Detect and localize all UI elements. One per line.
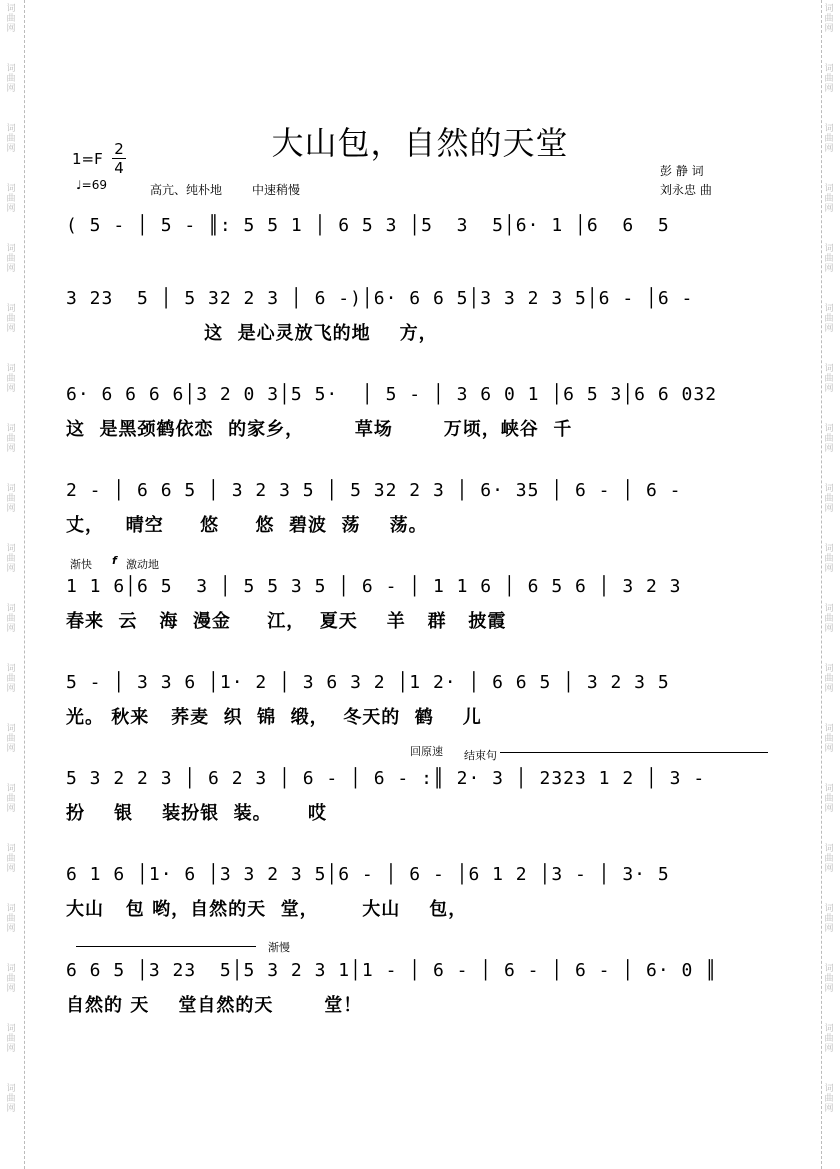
watermark-text: 词 曲 网 <box>6 244 16 274</box>
score-row-8 <box>66 861 770 921</box>
mark-coda: 结束句 <box>464 749 497 762</box>
notes: 6 6 5 │3 23 5│5 3 2 3 1│1 - │ 6 - │ 6 - │ 6 - │ 6· 0 ║ <box>66 960 718 981</box>
watermark-text: 词 曲 网 <box>6 184 16 214</box>
watermark-text: 词 曲 网 <box>824 544 834 574</box>
score-row-1 <box>66 212 770 272</box>
notes: 2 - │ 6 6 5 │ 3 2 3 5 │ 5 32 2 3 │ 6· 35 │ 6 - │ 6 - <box>66 480 682 501</box>
watermark-text: 词 曲 网 <box>6 124 16 154</box>
watermark-text: 词 曲 网 <box>6 4 16 34</box>
mark-forte: f <box>112 554 117 567</box>
expression-1: 高亢、纯朴地 <box>150 183 223 197</box>
mark-a-tempo: 回原速 <box>410 745 443 758</box>
watermark-text: 词 曲 网 <box>6 604 16 634</box>
watermark-text: 词 曲 网 <box>6 544 16 574</box>
notes: 6 1 6 │1· 6 │3 3 2 3 5│6 - │ 6 - │6 1 2 │3 - │ 3· 5 <box>66 864 670 885</box>
watermark-text: 词 曲 网 <box>824 484 834 514</box>
score-row-9 <box>66 957 770 1017</box>
mark-accel: 渐快 <box>70 558 92 571</box>
score-row-4 <box>66 477 770 537</box>
watermark-text: 词 曲 网 <box>824 604 834 634</box>
lyric: 扮 银 装扮银 装。 哎 <box>66 803 327 824</box>
key-signature: 1=F <box>72 150 103 168</box>
watermark-text: 词 曲 网 <box>6 844 16 874</box>
watermark-text: 词 曲 网 <box>6 484 16 514</box>
coda-line <box>500 752 768 753</box>
watermark-text: 词 曲 网 <box>824 1084 834 1114</box>
lyric: 大山 包 哟，自然的天 堂， 大山 包， <box>66 899 468 920</box>
notes: 1 1 6│6 5 3 │ 5 5 3 5 │ 6 - │ 1 1 6 │ 6 5 6 │ 3 2 3 <box>66 576 682 597</box>
lyric: 春来 云 海 漫金 江， 夏天 羊 群 披霞 <box>66 611 507 632</box>
composer-credit: 刘永忠 曲 <box>660 183 712 197</box>
song-title: 大山包，自然的天堂 <box>271 124 569 162</box>
lyricist-credit: 彭 静 词 <box>660 164 704 178</box>
lyric: 这 是黑颈鹤依恋 的家乡， 草场 万顷，峡谷 千 <box>66 419 573 440</box>
mark-rit: 渐慢 <box>268 941 290 954</box>
lyric: 丈， 晴空 悠 悠 碧波 荡 荡。 <box>66 515 428 536</box>
notes: ( 5 - │ 5 - ║: 5 5 1 │ 6 5 3 │5 3 5│6· 1 │6 6 5 <box>66 215 670 236</box>
watermark-text: 词 曲 网 <box>6 964 16 994</box>
watermark-text: 词 曲 网 <box>6 904 16 934</box>
watermark-text: 词 曲 网 <box>824 844 834 874</box>
rit-line <box>76 946 256 947</box>
watermark-text: 词 曲 网 <box>6 304 16 334</box>
watermark-text: 词 曲 网 <box>824 664 834 694</box>
watermark-text: 词 曲 网 <box>824 424 834 454</box>
notes: 6· 6 6 6 6│3 2 0 3│5 5· │ 5 - │ 3 6 0 1 │6 5 3│6 6 032 <box>66 384 718 405</box>
watermark-text: 词 曲 网 <box>6 424 16 454</box>
notes: 3 23 5 │ 5 32 2 3 │ 6 -)│6· 6 6 5│3 3 2 3 5│6 - │6 - <box>66 288 694 309</box>
lyric: 自然的 天 堂自然的天 堂！ <box>66 995 363 1016</box>
mark-excited: 激动地 <box>126 558 159 571</box>
watermark-text: 词 曲 网 <box>824 244 834 274</box>
lyric: 这 是心灵放飞的地 方， <box>66 323 438 344</box>
watermark-text: 词 曲 网 <box>6 1024 16 1054</box>
tempo-mark: ♩=69 <box>76 178 107 192</box>
score-row-2 <box>66 285 770 345</box>
time-signature <box>112 140 126 177</box>
watermark-text: 词 曲 网 <box>6 664 16 694</box>
lyric: 光。 秋来 荞麦 织 锦 缎， 冬天的 鹤 儿 <box>66 707 482 728</box>
watermark-text: 词 曲 网 <box>824 184 834 214</box>
notes: 5 3 2 2 3 │ 6 2 3 │ 6 - │ 6 - :║ 2· 3 │ 2323 1 2 │ 3 - <box>66 768 706 789</box>
watermark-text: 词 曲 网 <box>824 64 834 94</box>
watermark-text: 词 曲 网 <box>824 304 834 334</box>
watermark-text: 词 曲 网 <box>824 1024 834 1054</box>
score-row-7 <box>66 765 770 825</box>
watermark-text: 词 曲 网 <box>6 1084 16 1114</box>
watermark-text: 词 曲 网 <box>6 784 16 814</box>
watermark-text: 词 曲 网 <box>824 364 834 394</box>
notes: 5 - │ 3 3 6 │1· 2 │ 3 6 3 2 │1 2· │ 6 6 5 │ 3 2 3 5 <box>66 672 670 693</box>
watermark-text: 词 曲 网 <box>824 124 834 154</box>
watermark-text: 词 曲 网 <box>824 904 834 934</box>
watermark-text: 词 曲 网 <box>6 364 16 394</box>
watermark-text: 词 曲 网 <box>824 784 834 814</box>
watermark-text: 词 曲 网 <box>824 4 834 34</box>
watermark-text: 词 曲 网 <box>824 964 834 994</box>
score-row-6 <box>66 669 770 729</box>
time-top: 2 <box>114 140 124 158</box>
score-row-3 <box>66 381 770 441</box>
watermark-text: 词 曲 网 <box>6 724 16 754</box>
time-bottom: 4 <box>112 158 126 177</box>
score-row-5 <box>66 573 770 633</box>
watermark-text: 词 曲 网 <box>824 724 834 754</box>
expression-2: 中速稍慢 <box>252 183 301 197</box>
watermark-text: 词 曲 网 <box>6 64 16 94</box>
